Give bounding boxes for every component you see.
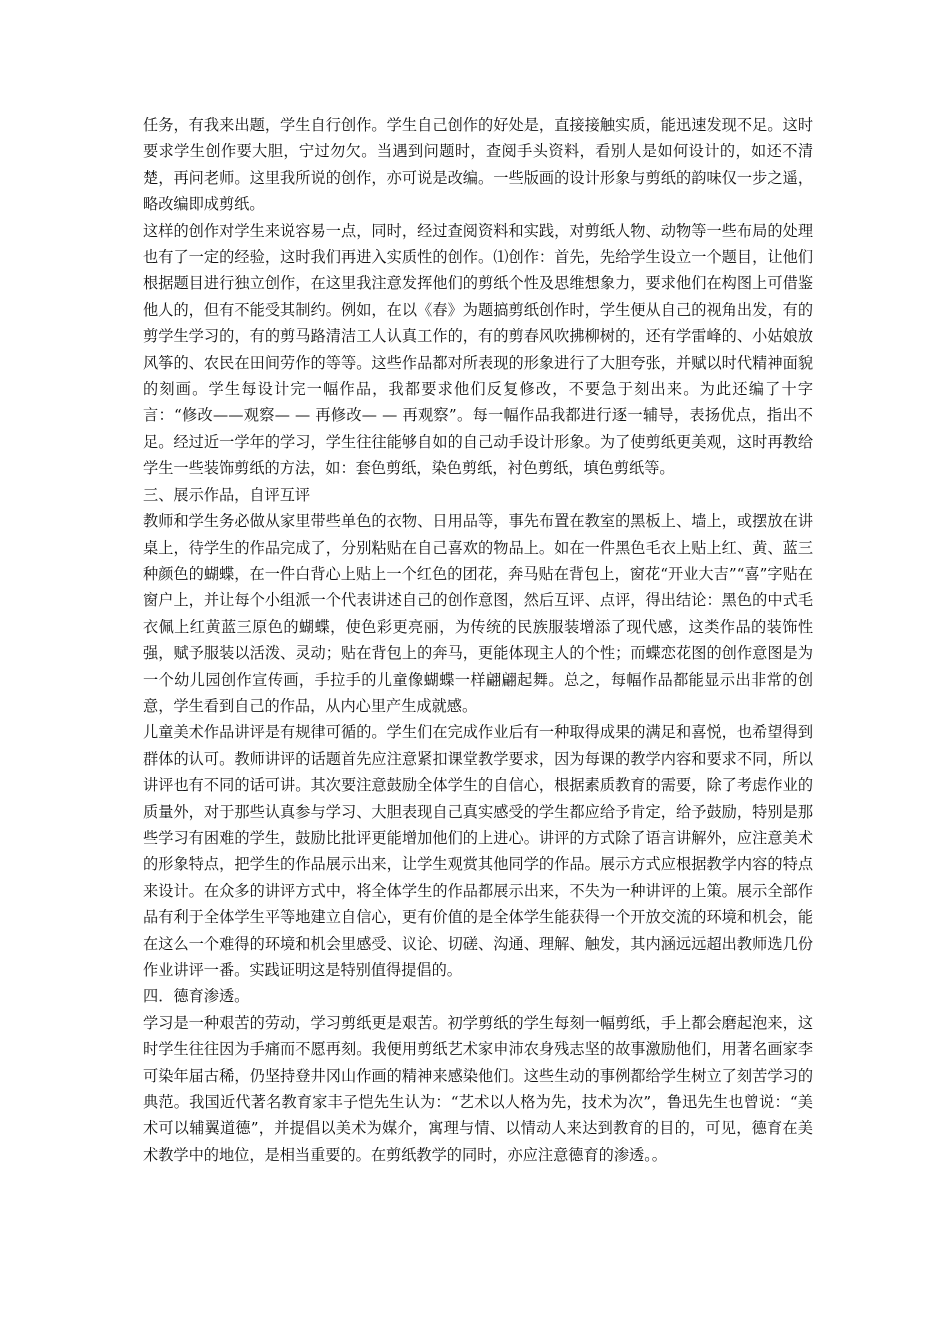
paragraph-display-works: 教师和学生务必做从家里带些单色的衣物、日用品等，事先布置在教室的黑板上、墙上，或摆放在讲桌上，待学生的作品完成了，分别粘贴在自己喜欢的物品上。如在一件黑色毛衣上贴上红、黄、蓝三种颜色的蝴蝶，在一件白背心上贴上一个红色的团花，奔马贴在背包上，窗花“开业大吉”“喜”字贴在窗户上，并让每个小组派一个代表讲述自己的创作意图，然后互评、点评，得出结论：黑色的中式毛衣佩上红黄蓝三原色的蝴蝶，使色彩更亮丽，为传统的民族服装增添了现代感，这类作品的装饰性强，赋予服装以活泼、灵动；贴在背包上的奔马，更能体现主人的个性；而蝶恋花图的创作意图是为一个幼儿园创作宣传画，手拉手的儿童像蝴蝶一样翩翩起舞。总之，每幅作品都能显示出非常的创意，学生看到自己的作品，从内心里产生成就感。	[143, 512, 813, 715]
section-heading-4: 四．德育渗透。	[143, 987, 250, 1006]
paragraph-critique: 儿童美术作品讲评是有规律可循的。学生们在完成作业后有一种取得成果的满足和喜悦，也希望得到群体的认可。教师讲评的话题首先应注意紧扣课堂教学要求，因为每课的教学内容和要求不同，所以讲评也有不同的话可讲。其次要注意鼓励全体学生的自信心，根据素质教育的需要，除了考虑作业的质量外，对于那些认真参与学习、大胆表现自己真实感受的学生都应给予肯定，给予鼓励，特别是那些学习有困难的学生，鼓励比批评更能增加他们的上进心。讲评的方式除了语言讲解外，应注意美术的形象特点，把学生的作品展示出来，让学生观赏其他同学的作品。展示方式应根据教学内容的特点来设计。在众多的讲评方式中，将全体学生的作品都展示出来，不失为一种讲评的上策。展示全部作品有利于全体学生平等地建立自信心，更有价值的是全体学生能获得一个开放交流的环境和机会，能在这么一个难得的环境和机会里感受、议论、切磋、沟通、理解、触发，其内涵远远超出教师选几份作业讲评一番。实践证明这是特别值得提倡的。	[143, 723, 813, 979]
paragraph-creation-practice: 这样的创作对学生来说容易一点，同时，经过查阅资料和实践，对剪纸人物、动物等一些布局的处理也有了一定的经验，这时我们再进入实质性的创作。⑴创作：首先，先给学生设立一个题目，让他们根据题目进行独立创作，在这里我注意发挥他们的剪纸个性及思维想象力，要求他们在构图上可借鉴他人的，但有不能受其制约。例如，在以《春》为题搞剪纸创作时，学生便从自己的视角出发，有的剪学生学习的，有的剪马路清洁工人认真工作的，有的剪春风吹拂柳树的，还有学雷峰的、小姑娘放风筝的、农民在田间劳作的等等。这些作品都对所表现的形象进行了大胆夸张，并赋以时代精神面貌的刻画。学生每设计完一幅作品，我都要求他们反复修改，不要急于刻出来。为此还编了十字言：“修改——观察— — 再修改— — 再观察”。每一幅作品我都进行逐一辅导，表扬优点，指出不足。经过近一学年的学习，学生往往能够自如的自己动手设计形象。为了使剪纸更美观，这时再教给学生一些装饰剪纸的方法，如：套色剪纸，染色剪纸，衬色剪纸，填色剪纸等。	[143, 221, 813, 478]
document-page	[143, 112, 813, 1168]
paragraph-creation-intro: 任务，有我来出题，学生自行创作。学生自己创作的好处是，直接接触实质，能迅速发现不足。这时要求学生创作要大胆，宁过勿欠。当遇到问题时，查阅手头资料，看别人是如何设计的，如还不清楚，再问老师。这里我所说的创作，亦可说是改编。一些版画的设计形象与剪纸的韵味仅一步之遥，略改编即成剪纸。	[143, 116, 813, 214]
paragraph-moral-education: 学习是一种艰苦的劳动，学习剪纸更是艰苦。初学剪纸的学生每刻一幅剪纸，手上都会磨起泡来，这时学生往往因为手痛而不愿再刻。我便用剪纸艺术家申沛农身残志坚的故事激励他们，用著名画家李可染年届古稀，仍坚持登井冈山作画的精神来感染他们。这些生动的事例都给学生树立了刻苦学习的典范。我国近代著名教育家丰子恺先生认为：“艺术以人格为先，技术为次”，鲁迅先生也曾说：“美术可以辅翼道德”，并提倡以美术为媒介，寓理与情、以情动人来达到教育的目的，可见，德育在美术教学中的地位，是相当重要的。在剪纸教学的同时，亦应注意德育的渗透。。	[143, 1013, 813, 1164]
section-heading-3: 三、展示作品，自评互评	[143, 485, 311, 504]
